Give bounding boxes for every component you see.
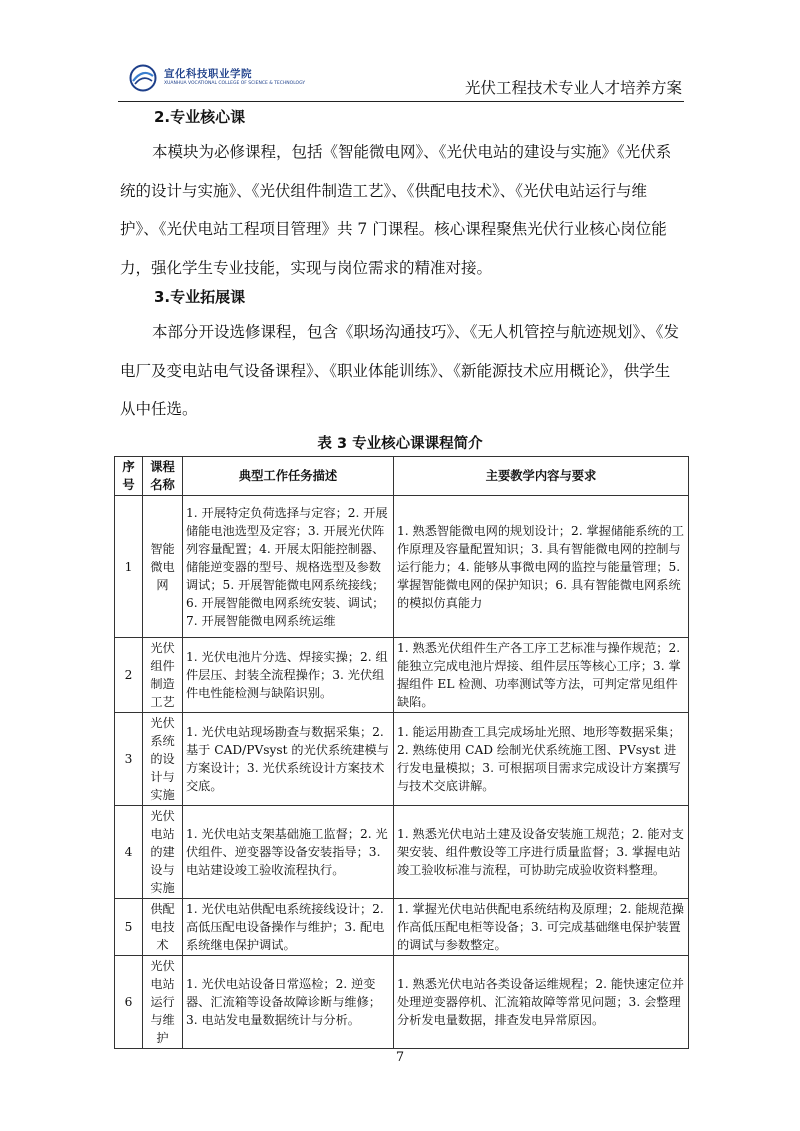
row-no: 3 bbox=[115, 713, 143, 806]
row-no: 6 bbox=[115, 956, 143, 1049]
header-rule bbox=[118, 101, 684, 102]
row-content: 1. 能运用勘查工具完成场址光照、地形等数据采集；2. 熟练使用 CAD 绘制光伏系统施工图、PVsyst 进行发电量模拟；3. 可根据项目需求完成设计方案撰写与技术交底讲解。 bbox=[394, 713, 689, 806]
section-heading-extension-courses: 3.专业拓展课 bbox=[154, 288, 246, 306]
row-course-name: 光伏电站运行与维护 bbox=[143, 956, 183, 1049]
row-content: 1. 掌握光伏电站供配电系统结构及原理；2. 能规范操作高低压配电柜等设备；3. 可完成基础继电保护装置的调试与参数整定。 bbox=[394, 899, 689, 956]
school-name-english: XUANHUA VOCATIONAL COLLEGE OF SCIENCE & TECHNOLOGY bbox=[164, 81, 306, 86]
paragraph-core-courses: 本模块为必修课程，包括《智能微电网》、《光伏电站的建设与实施》《光伏系统的设计与实施》、《光伏组件制造工艺》、《供配电技术》、《光伏电站运行与维护》、《光伏电站工程项目管理》共 7 门课程。核心课程聚焦光伏行业核心岗位能力，强化学生专业技能，实现与岗位需求的精准对接。 bbox=[120, 143, 672, 277]
row-tasks: 1. 光伏电站现场勘查与数据采集；2. 基于 CAD/PVsyst 的光伏系统建模与方案设计；3. 光伏系统设计方案技术交底。 bbox=[183, 713, 394, 806]
row-tasks: 1. 开展特定负荷选择与定容；2. 开展储能电池选型及定容；3. 开展光伏阵列容量配置；4. 开展太阳能控制器、储能逆变器的型号、规格选型及参数调试；5. 开展智能微电网系统接线；6. 开展智能微电网系统安装、调试；7. 开展智能微电网系统运维 bbox=[183, 496, 394, 638]
section-heading-core-courses: 2.专业核心课 bbox=[154, 108, 246, 126]
school-name: 宣化科技职业学院 bbox=[164, 68, 252, 80]
page-header bbox=[118, 58, 684, 102]
row-content: 1. 熟悉光伏电站土建及设备安装施工规范；2. 能对支架安装、组件敷设等工序进行质量监督；3. 掌握电站竣工验收标准与流程，可协助完成验收资料整理。 bbox=[394, 806, 689, 899]
row-course-name: 光伏系统的设计与实施 bbox=[143, 713, 183, 806]
row-content: 1. 熟悉光伏电站各类设备运维规程；2. 能快速定位并处理逆变器停机、汇流箱故障等常见问题；3. 会整理分析发电量数据，排查发电异常原因。 bbox=[394, 956, 689, 1049]
row-content: 1. 熟悉智能微电网的规划设计；2. 掌握储能系统的工作原理及容量配置知识；3. 具有智能微电网的控制与运行能力；4. 能够从事微电网的监控与能量管理；5. 掌握智能微电网的保护知识；6. 具有智能微电网系统的模拟仿真能力 bbox=[394, 496, 689, 638]
row-no: 2 bbox=[115, 638, 143, 713]
row-no: 1 bbox=[115, 496, 143, 638]
row-tasks: 1. 光伏电站支架基础施工监督；2. 光伏组件、逆变器等设备安装指导；3. 电站建设竣工验收流程执行。 bbox=[183, 806, 394, 899]
row-tasks: 1. 光伏电池片分选、焊接实操；2. 组件层压、封装全流程操作；3. 光伏组件电性能检测与缺陷识别。 bbox=[183, 638, 394, 713]
table-caption: 表 3 专业核心课课程简介 bbox=[317, 436, 483, 452]
table-row bbox=[115, 899, 689, 956]
header-tasks: 典型工作任务描述 bbox=[183, 457, 394, 496]
paragraph-extension-courses: 本部分开设选修课程，包含《职场沟通技巧》、《无人机管控与航迹规划》、《发电厂及变电站电气设备课程》、《职业体能训练》、《新能源技术应用概论》，供学生从中任选。 bbox=[120, 323, 680, 419]
header-no: 序号 bbox=[115, 457, 143, 496]
college-logo-icon bbox=[128, 64, 158, 92]
row-tasks: 1. 光伏电站设备日常巡检；2. 逆变器、汇流箱等设备故障诊断与维修；3. 电站发电量数据统计与分析。 bbox=[183, 956, 394, 1049]
document-title: 光伏工程技术专业人才培养方案 bbox=[464, 79, 682, 97]
row-no: 4 bbox=[115, 806, 143, 899]
row-content: 1. 熟悉光伏组件生产各工序工艺标准与操作规范；2. 能独立完成电池片焊接、组件层压等核心工序；3. 掌握组件 EL 检测、功率测试等方法，可判定常见组件缺陷。 bbox=[394, 638, 689, 713]
row-course-name: 光伏组件制造工艺 bbox=[143, 638, 183, 713]
table-row bbox=[115, 713, 689, 806]
table-header-row bbox=[115, 457, 689, 496]
core-course-table bbox=[114, 456, 689, 1049]
row-course-name: 智能微电网 bbox=[143, 496, 183, 638]
table-row bbox=[115, 496, 689, 638]
header-content: 主要教学内容与要求 bbox=[394, 457, 689, 496]
row-course-name: 供配电技术 bbox=[143, 899, 183, 956]
table-row bbox=[115, 956, 689, 1049]
row-tasks: 1. 光伏电站供配电系统接线设计；2. 高低压配电设备操作与维护；3. 配电系统继电保护调试。 bbox=[183, 899, 394, 956]
row-no: 5 bbox=[115, 899, 143, 956]
header-course-name: 课程名称 bbox=[143, 457, 183, 496]
table-row bbox=[115, 806, 689, 899]
row-course-name: 光伏电站的建设与实施 bbox=[143, 806, 183, 899]
page-number: 7 bbox=[395, 1050, 405, 1065]
table-row bbox=[115, 638, 689, 713]
